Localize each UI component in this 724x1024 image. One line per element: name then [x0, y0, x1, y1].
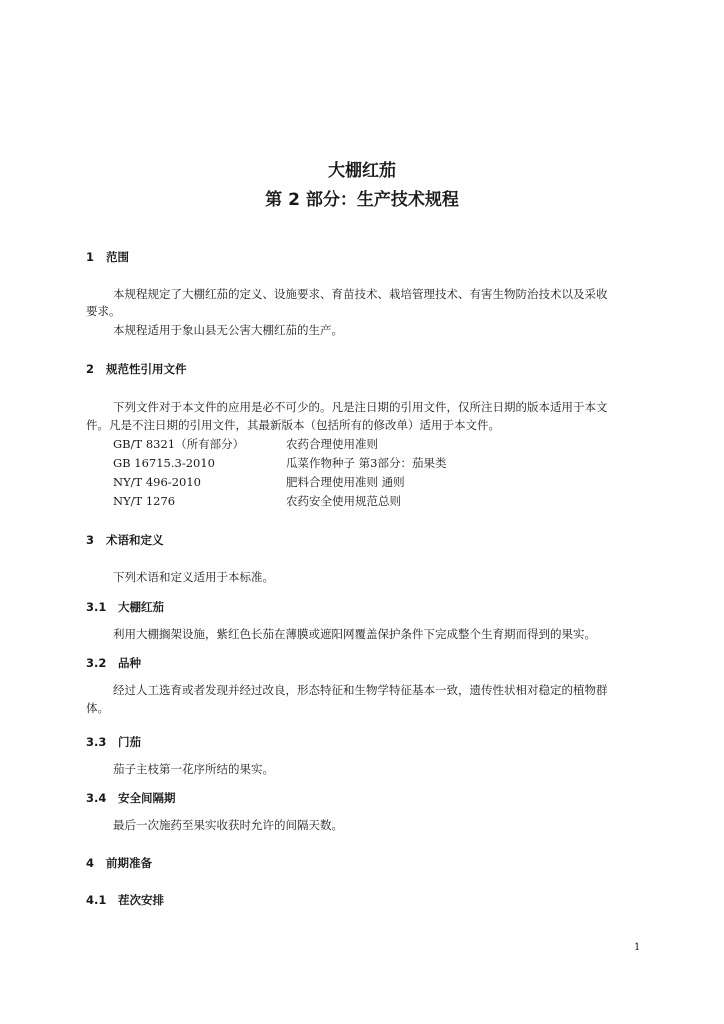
reference-title: 农药安全使用规范总则	[286, 494, 401, 508]
document-subtitle: 第 2 部分：生产技术规程	[265, 190, 459, 210]
section-title: 范围	[106, 250, 129, 264]
term-title: 品种	[118, 656, 141, 670]
reference-code: NY/T 1276	[113, 494, 176, 508]
section-2-heading	[86, 362, 187, 377]
section-3-heading	[86, 533, 164, 548]
term-3-4-definition: 最后一次施药至果实收获时允许的间隔天数。	[113, 818, 343, 832]
subsection-number: 4.1	[86, 893, 107, 907]
section-title: 术语和定义	[106, 533, 164, 547]
reference-title: 肥料合理使用准则 通则	[286, 475, 405, 489]
page-number: 1	[634, 942, 641, 953]
term-title: 门茄	[118, 735, 141, 749]
term-number: 3.4	[86, 791, 107, 805]
section-1-paragraph-2: 本规程适用于象山县无公害大棚红茄的生产。	[113, 323, 343, 337]
section-number: 4	[86, 856, 95, 870]
term-3-2-definition-line-1: 经过人工选育或者发现并经过改良，形态特征和生物学特征基本一致，遗传性状相对稳定的植物群	[113, 683, 608, 697]
section-title: 前期准备	[106, 856, 152, 870]
subsection-4-1-heading	[86, 893, 164, 908]
section-1-paragraph-1-line-2: 要求。	[86, 304, 121, 318]
document-title: 大棚红茄	[328, 161, 396, 181]
term-title: 安全间隔期	[118, 791, 176, 805]
section-1-paragraph-1-line-1: 本规程规定了大棚红茄的定义、设施要求、育苗技术、栽培管理技术、有害生物防治技术以及采收	[113, 287, 608, 301]
term-3-3-heading	[86, 735, 141, 750]
term-number: 3.3	[86, 735, 107, 749]
term-title: 大棚红茄	[118, 600, 164, 614]
term-3-3-definition: 茄子主枝第一花序所结的果实。	[113, 762, 274, 776]
term-3-1-heading	[86, 600, 164, 615]
term-3-2-definition-line-2: 体。	[86, 701, 109, 715]
reference-code: NY/T 496-2010	[113, 475, 201, 489]
subsection-title: 茬次安排	[118, 893, 164, 907]
section-3-intro: 下列术语和定义适用于本标准。	[113, 570, 274, 584]
reference-code: GB/T 8321（所有部分）	[113, 437, 245, 451]
reference-title: 瓜菜作物种子 第3部分：茄果类	[286, 456, 447, 470]
section-title: 规范性引用文件	[106, 362, 187, 376]
term-number: 3.2	[86, 656, 107, 670]
section-number: 2	[86, 362, 95, 376]
term-3-2-heading	[86, 656, 141, 671]
reference-title: 农药合理使用准则	[286, 437, 378, 451]
section-2-paragraph-line-2: 件。凡是不注日期的引用文件，其最新版本（包括所有的修改单）适用于本文件。	[86, 418, 500, 432]
section-number: 3	[86, 533, 95, 547]
reference-code: GB 16715.3-2010	[113, 456, 216, 470]
term-3-4-heading	[86, 791, 176, 806]
term-number: 3.1	[86, 600, 107, 614]
section-2-paragraph-line-1: 下列文件对于本文件的应用是必不可少的。凡是注日期的引用文件，仅所注日期的版本适用于本文	[113, 400, 608, 414]
term-3-1-definition: 利用大棚搁架设施，紫红色长茄在薄膜或遮阳网覆盖保护条件下完成整个生育期而得到的果实。	[113, 627, 596, 641]
section-4-heading	[86, 856, 152, 871]
section-number: 1	[86, 250, 95, 264]
section-1-heading	[86, 250, 129, 265]
